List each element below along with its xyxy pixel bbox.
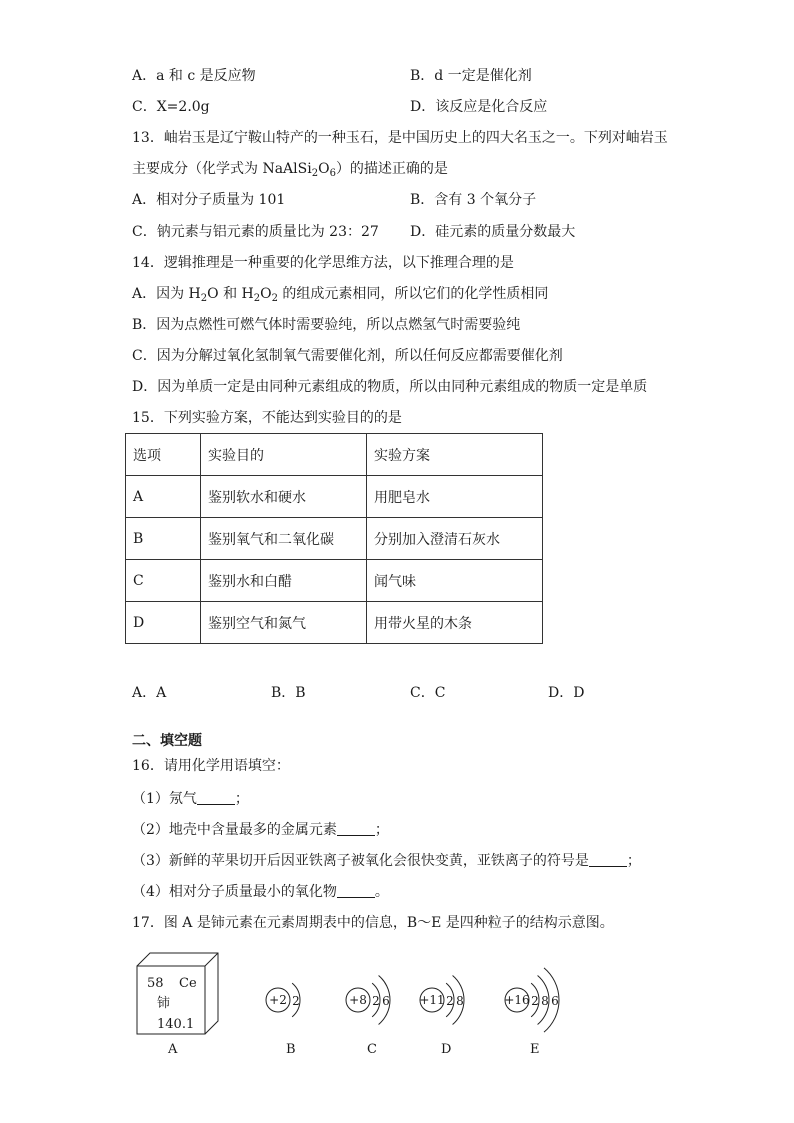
q14-option-c: C．因为分解过氧化氢制氧气需要催化剂，所以任何反应都需要催化剂 — [132, 348, 563, 364]
electron-count: 8 — [541, 994, 549, 1008]
section-title: 二、填空题 — [132, 733, 202, 749]
table-header-cell: 实验方案 — [367, 434, 543, 476]
q12-option-b: B．d 一定是催化剂 — [410, 68, 532, 84]
figure-label-b: B — [286, 1042, 296, 1057]
atom-diagrams — [266, 968, 559, 1032]
element-number: 58 — [147, 976, 164, 991]
table-cell: 用带火星的木条 — [367, 602, 543, 644]
q13-option-c: C．钠元素与铝元素的质量比为 23：27 — [132, 224, 379, 240]
q14-stem: 14．逻辑推理是一种重要的化学思维方法，以下推理合理的是 — [132, 255, 514, 271]
electron-count: 6 — [551, 994, 559, 1008]
q13-option-a: A．相对分子质量为 101 — [132, 192, 286, 208]
table-cell: A — [126, 476, 201, 518]
figure-label-a: A — [168, 1042, 178, 1057]
q12-option-c: C．X=2.0g — [132, 99, 210, 115]
figure-label-d: D — [441, 1042, 452, 1057]
table-cell: 闻气味 — [367, 560, 543, 602]
q14-option-d: D．因为单质一定是由同种元素组成的物质，所以由同种元素组成的物质一定是单质 — [132, 379, 648, 395]
q16-part4: （4）相对分子质量最小的氧化物 。 — [132, 884, 389, 900]
table-cell: 用肥皂水 — [367, 476, 543, 518]
answer-blank[interactable] — [337, 821, 375, 836]
electron-count: 2 — [372, 994, 380, 1008]
table-row — [126, 602, 543, 644]
element-mass: 140.1 — [157, 1017, 195, 1032]
q13-stem-line2: 主要成分（化学式为 $NaAlSi_2O_6$）的描述正确的是 — [132, 161, 448, 179]
table-cell: C — [126, 560, 201, 602]
answer-blank[interactable] — [589, 852, 627, 867]
q14-option-a: A．因为 $H_2O$ 和 $H_2O_2$ 的组成元素相同，所以它们的化学性质相同 — [132, 286, 549, 304]
q16-part1: （1）氖气 ； — [132, 791, 249, 807]
table-cell: B — [126, 518, 201, 560]
electron-count: 2 — [292, 994, 300, 1008]
table-cell: 鉴别水和白醋 — [201, 560, 367, 602]
q15-stem: 15．下列实验方案，不能达到实验目的的是 — [132, 410, 402, 426]
q16-stem: 16．请用化学用语填空： — [132, 758, 290, 774]
q15-choice-b: B．B — [271, 685, 306, 701]
nucleus-charge: +2 — [269, 993, 287, 1007]
q13-stem-line1: 13．岫岩玉是辽宁鞍山特产的一种玉石，是中国历史上的四大名玉之一。下列对岫岩玉 — [132, 130, 668, 146]
table-header-cell: 实验目的 — [201, 434, 367, 476]
table-row — [126, 476, 543, 518]
q17-figure — [130, 940, 590, 1060]
figure-label-c: C — [367, 1042, 377, 1057]
q15-choice-d: D．D — [548, 685, 585, 701]
table-header-row — [126, 434, 543, 476]
electron-count: 2 — [446, 994, 454, 1008]
table-row — [126, 560, 543, 602]
table-cell: 鉴别氧气和二氧化碳 — [201, 518, 367, 560]
element-symbol: Ce — [179, 976, 197, 991]
answer-blank[interactable] — [197, 790, 235, 805]
table-cell: D — [126, 602, 201, 644]
nucleus-charge: +8 — [349, 993, 367, 1007]
q15-choice-c: C．C — [410, 685, 446, 701]
q15-choice-a: A．A — [132, 685, 167, 701]
q16-part2: （2）地壳中含量最多的金属元素 ； — [132, 822, 389, 838]
q12-option-d: D．该反应是化合反应 — [410, 99, 548, 115]
q16-part3: （3）新鲜的苹果切开后因亚铁离子被氧化会很快变黄，亚铁离子的符号是 ； — [132, 853, 641, 869]
q13-option-b: B．含有 3 个氧分子 — [410, 192, 537, 208]
nucleus-charge: +16 — [504, 993, 530, 1007]
nucleus-charge: +11 — [419, 993, 445, 1007]
electron-count: 8 — [456, 994, 464, 1008]
q13-option-d: D．硅元素的质量分数最大 — [410, 224, 576, 240]
element-name: 铈 — [157, 996, 171, 1011]
table-cell: 鉴别空气和氮气 — [201, 602, 367, 644]
q15-table — [125, 433, 543, 644]
q17-stem: 17．图 A 是铈元素在元素周期表中的信息，B～E 是四种粒子的结构示意图。 — [132, 915, 614, 931]
electron-count: 2 — [531, 994, 539, 1008]
q14-option-b: B．因为点燃性可燃气体时需要验纯，所以点燃氢气时需要验纯 — [132, 317, 521, 333]
figure-label-e: E — [530, 1042, 540, 1057]
electron-count: 6 — [382, 994, 390, 1008]
table-cell: 分别加入澄清石灰水 — [367, 518, 543, 560]
table-cell: 鉴别软水和硬水 — [201, 476, 367, 518]
answer-blank[interactable] — [337, 883, 375, 898]
q12-option-a: A．a 和 c 是反应物 — [132, 68, 256, 84]
table-header-cell: 选项 — [126, 434, 201, 476]
table-row — [126, 518, 543, 560]
